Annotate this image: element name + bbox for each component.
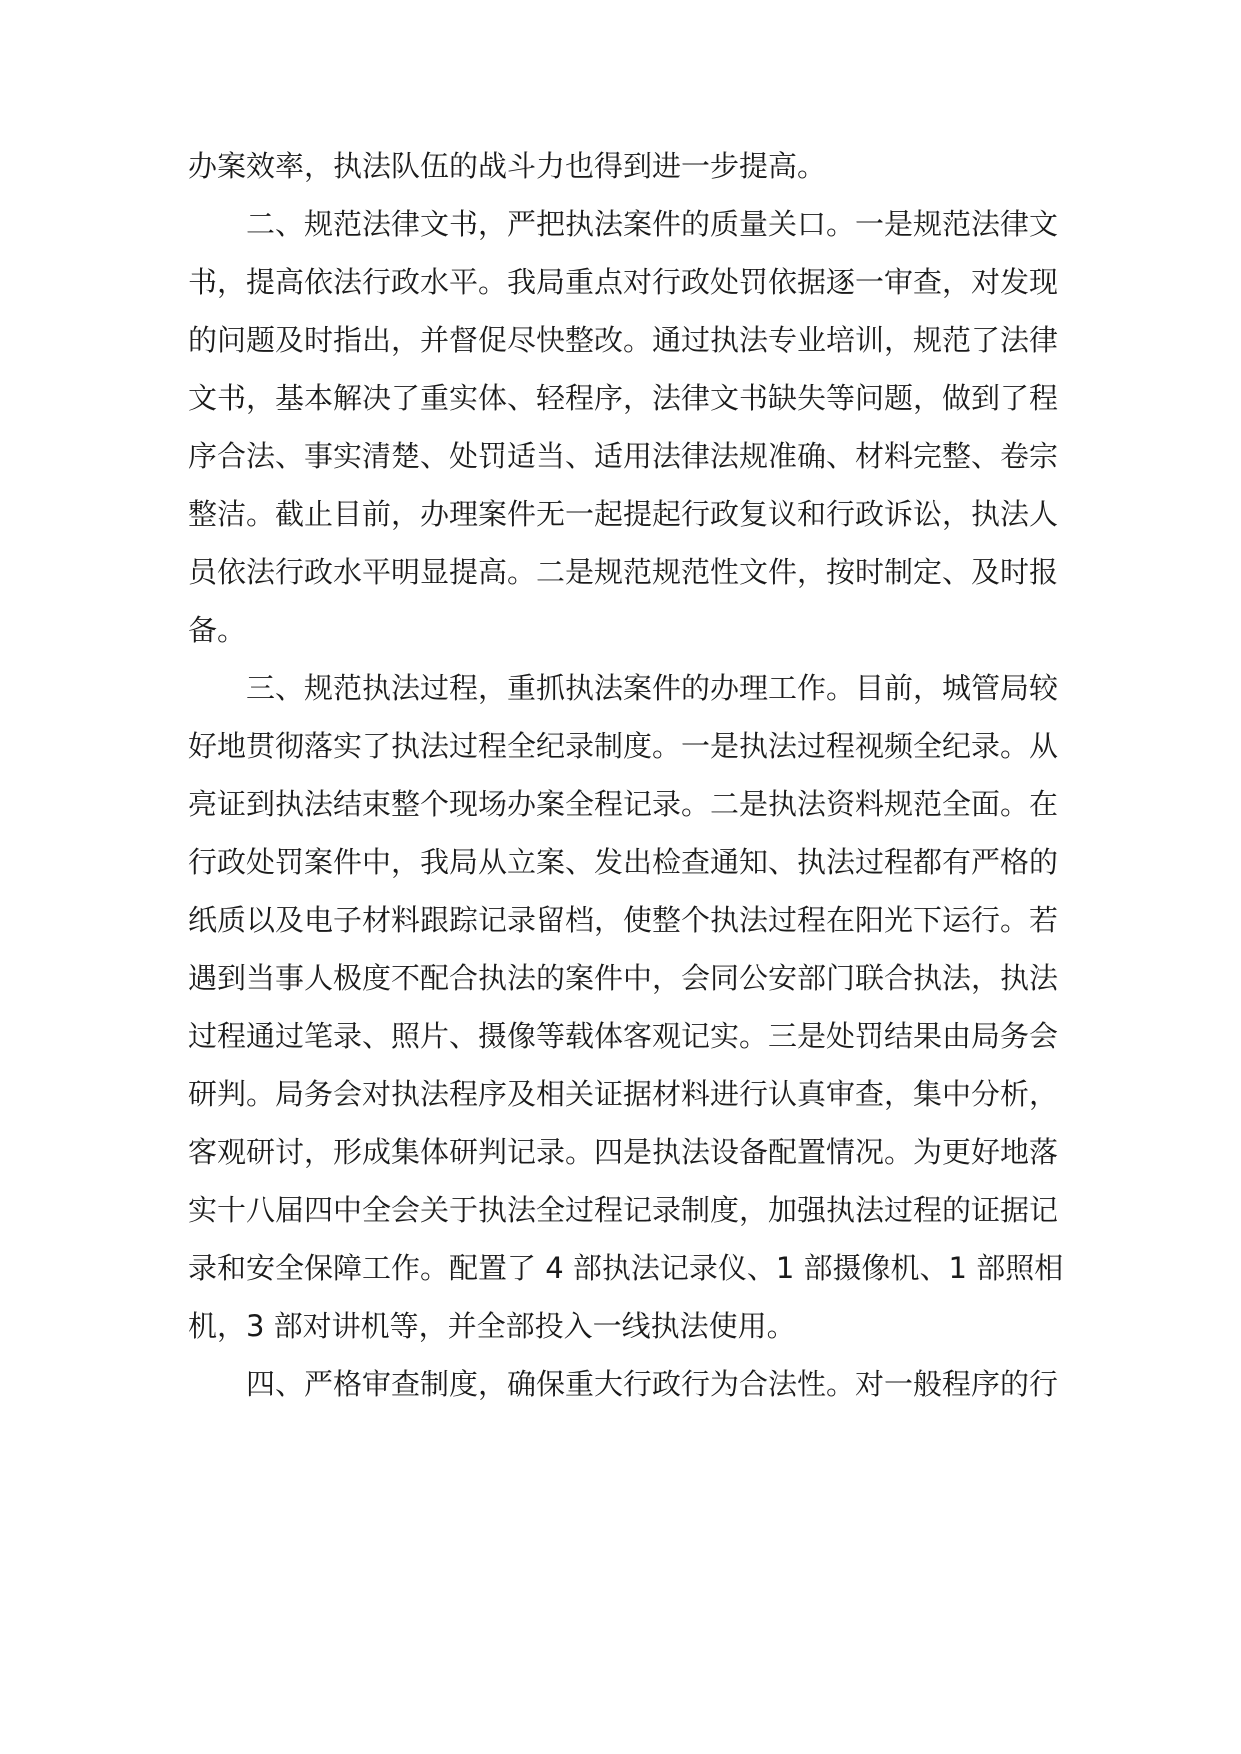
paragraph-3-line-2: 好地贯彻落实了执法过程全纪录制度。一是执法过程视频全纪录。从 (188, 729, 1059, 763)
paragraph-2-line-3: 的问题及时指出，并督促尽快整改。通过执法专业培训，规范了法律 (188, 323, 1059, 357)
paragraph-2-line-1: 二、规范法律文书，严把执法案件的质量关口。一是规范法律文 (246, 207, 1059, 241)
paragraph-3-line-4: 行政处罚案件中，我局从立案、发出检查通知、执法过程都有严格的 (188, 845, 1059, 879)
paragraph-3-line-12: 机，3 部对讲机等，并全部投入一线执法使用。 (188, 1309, 796, 1343)
paragraph-2-line-7: 员依法行政水平明显提高。二是规范规范性文件，按时制定、及时报 (188, 555, 1059, 589)
paragraph-3-line-9: 客观研讨，形成集体研判记录。四是执法设备配置情况。为更好地落 (188, 1135, 1059, 1169)
paragraph-3-line-7: 过程通过笔录、照片、摄像等载体客观记实。三是处罚结果由局务会 (188, 1019, 1059, 1053)
paragraph-3-line-10: 实十八届四中全会关于执法全过程记录制度，加强执法过程的证据记 (188, 1193, 1059, 1227)
paragraph-3-line-11: 录和安全保障工作。配置了 4 部执法记录仪、1 部摄像机、1 部照相 (188, 1251, 1064, 1285)
paragraph-3-line-8: 研判。局务会对执法程序及相关证据材料进行认真审查，集中分析， (188, 1077, 1059, 1111)
paragraph-3-line-1: 三、规范执法过程，重抓执法案件的办理工作。目前，城管局较 (246, 671, 1059, 705)
paragraph-4-line-1: 四、严格审查制度，确保重大行政行为合法性。对一般程序的行 (246, 1367, 1059, 1401)
paragraph-2-line-5: 序合法、事实清楚、处罚适当、适用法律法规准确、材料完整、卷宗 (188, 439, 1059, 473)
paragraph-2-line-4: 文书，基本解决了重实体、轻程序，法律文书缺失等问题，做到了程 (188, 381, 1059, 415)
paragraph-3-line-6: 遇到当事人极度不配合执法的案件中，会同公安部门联合执法，执法 (188, 961, 1059, 995)
paragraph-2-line-2: 书，提高依法行政水平。我局重点对行政处罚依据逐一审查，对发现 (188, 265, 1059, 299)
text-line-1: 办案效率，执法队伍的战斗力也得到进一步提高。 (188, 149, 827, 183)
paragraph-2-line-8: 备。 (188, 613, 247, 647)
paragraph-3-line-3: 亮证到执法结束整个现场办案全程记录。二是执法资料规范全面。在 (188, 787, 1059, 821)
paragraph-3-line-5: 纸质以及电子材料跟踪记录留档，使整个执法过程在阳光下运行。若 (188, 903, 1059, 937)
paragraph-2-line-6: 整洁。截止目前，办理案件无一起提起行政复议和行政诉讼，执法人 (188, 497, 1059, 531)
